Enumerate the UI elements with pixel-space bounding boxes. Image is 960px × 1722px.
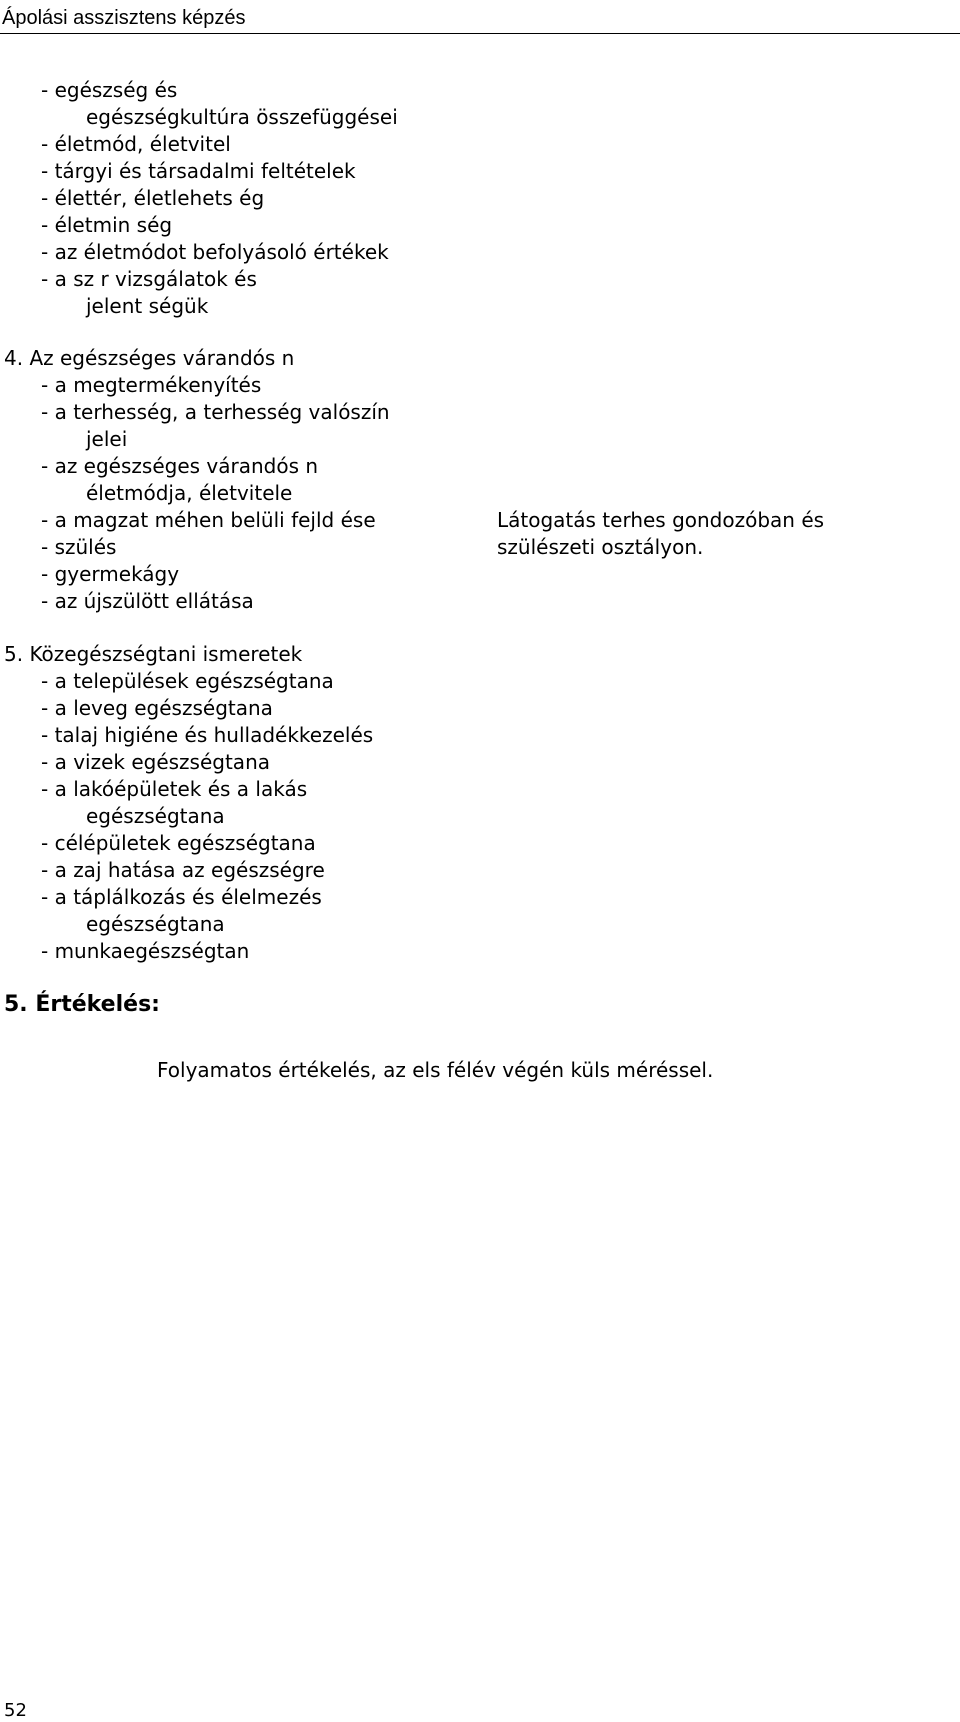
list-item: - a vizek egészségtana — [41, 750, 270, 774]
list-item-continuation: jelei — [86, 427, 128, 451]
practice-note: szülészeti osztályon. — [497, 535, 704, 559]
list-item: - az életmódot befolyásoló értékek — [41, 240, 389, 264]
list-item: - a leveg egészségtana — [41, 696, 273, 720]
list-item: - szülés — [41, 535, 117, 559]
list-item: - a magzat méhen belüli fejld ése — [41, 508, 376, 532]
list-item: - az újszülött ellátása — [41, 589, 254, 613]
list-item: - a sz r vizsgálatok és — [41, 267, 257, 291]
list-item: - a terhesség, a terhesség valószín — [41, 400, 390, 424]
list-item: - gyermekágy — [41, 562, 180, 586]
list-item: - a táplálkozás és élelmezés — [41, 885, 322, 909]
list-item: - egészség és — [41, 78, 178, 102]
page-header — [0, 0, 960, 34]
list-item: - élettér, életlehets ég — [41, 186, 265, 210]
evaluation-text: Folyamatos értékelés, az els félév végén küls méréssel. — [157, 1058, 714, 1082]
section-heading: 4. Az egészséges várandós n — [4, 346, 295, 370]
list-item: - talaj higiéne és hulladékkezelés — [41, 723, 374, 747]
list-item-continuation: egészségkultúra összefüggései — [86, 105, 398, 129]
document-title: Ápolási asszisztens képzés — [2, 7, 246, 29]
list-item: - munkaegészségtan — [41, 939, 250, 963]
list-item: - a zaj hatása az egészségre — [41, 858, 325, 882]
list-item-continuation: egészségtana — [86, 912, 225, 936]
list-item: - a lakóépületek és a lakás — [41, 777, 308, 801]
list-item-continuation: jelent ségük — [86, 294, 209, 318]
list-item: - célépületek egészségtana — [41, 831, 316, 855]
section-heading: 5. Közegészségtani ismeretek — [4, 642, 303, 666]
list-item-continuation: életmódja, életvitele — [86, 481, 293, 505]
practice-note: Látogatás terhes gondozóban és — [497, 508, 825, 532]
list-item: - életmód, életvitel — [41, 132, 231, 156]
list-item: - a megtermékenyítés — [41, 373, 262, 397]
list-item: - a települések egészségtana — [41, 669, 334, 693]
list-item: - életmin ség — [41, 213, 173, 237]
list-item-continuation: egészségtana — [86, 804, 225, 828]
list-item: - az egészséges várandós n — [41, 454, 319, 478]
list-item: - tárgyi és társadalmi feltételek — [41, 159, 356, 183]
evaluation-heading: 5. Értékelés: — [4, 992, 160, 1017]
page-number: 52 — [4, 1700, 27, 1721]
